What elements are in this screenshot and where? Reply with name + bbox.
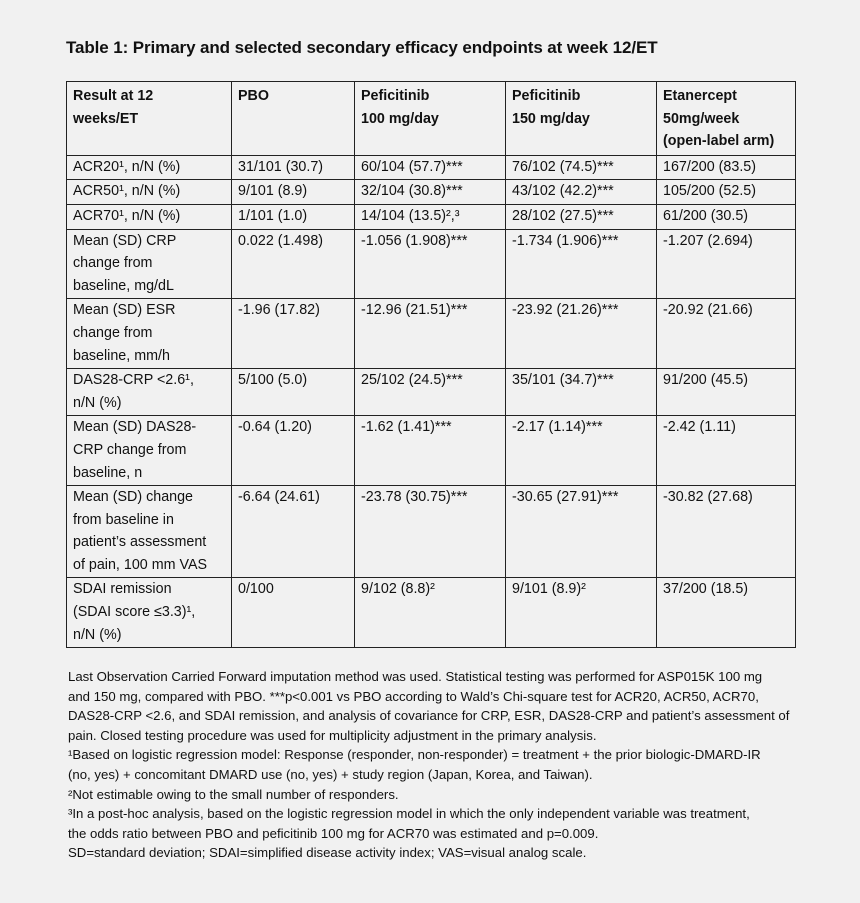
- footnote-line: and 150 mg, compared with PBO. ***p<0.001 vs PBO according to Wald’s Chi-square test for ACR20, ACR50, ACR70,: [68, 688, 759, 704]
- cell-etanercept: 105/200 (52.5): [657, 180, 796, 205]
- table-row: [67, 180, 796, 205]
- table-row: [67, 578, 796, 648]
- header-pbo: PBO: [232, 82, 355, 156]
- row-label: DAS28-CRP <2.6¹, n/N (%): [67, 369, 232, 416]
- table-row: [67, 416, 796, 486]
- footnote-line: the odds ratio between PBO and peficitinib 100 mg for ACR70 was estimated and p=0.009.: [68, 825, 599, 841]
- cell-peficitinib-100: 32/104 (30.8)***: [355, 180, 506, 205]
- header-result: Result at 12 weeks/ET: [67, 82, 232, 156]
- row-label: Mean (SD) change from baseline in patient’s assessment of pain, 100 mm VAS: [67, 486, 232, 578]
- cell-peficitinib-150: 76/102 (74.5)***: [506, 155, 657, 180]
- row-label: Mean (SD) CRP change from baseline, mg/dL: [67, 229, 232, 299]
- cell-peficitinib-150: -1.734 (1.906)***: [506, 229, 657, 299]
- cell-peficitinib-150: -30.65 (27.91)***: [506, 486, 657, 578]
- footnote-line: SD=standard deviation; SDAI=simplified disease activity index; VAS=visual analog scale.: [68, 845, 587, 861]
- table-row: [67, 155, 796, 180]
- footnote-line: ²Not estimable owing to the small number of responders.: [68, 786, 399, 802]
- table-row: [67, 204, 796, 229]
- cell-etanercept: -2.42 (1.11): [657, 416, 796, 486]
- cell-etanercept: 91/200 (45.5): [657, 369, 796, 416]
- cell-pbo: 9/101 (8.9): [232, 180, 355, 205]
- cell-pbo: 31/101 (30.7): [232, 155, 355, 180]
- footnote-line: ³In a post-hoc analysis, based on the logistic regression model in which the only independent variable was treatment,: [68, 806, 750, 822]
- row-label: ACR50¹, n/N (%): [67, 180, 232, 205]
- cell-peficitinib-100: 14/104 (13.5)²,³: [355, 204, 506, 229]
- footnotes: [68, 667, 808, 863]
- row-label: Mean (SD) DAS28- CRP change from baseline, n: [67, 416, 232, 486]
- footnote-line: Last Observation Carried Forward imputation method was used. Statistical testing was performed for ASP015K 100 mg: [68, 669, 763, 684]
- cell-pbo: -1.96 (17.82): [232, 299, 355, 369]
- cell-pbo: 0.022 (1.498): [232, 229, 355, 299]
- table-header-row: [67, 82, 796, 156]
- row-label: SDAI remission (SDAI score ≤3.3)¹, n/N (%): [67, 578, 232, 648]
- footnote-line: ¹Based on logistic regression model: Response (responder, non-responder) = treatment + the prior biologic-DMARD-IR: [68, 747, 761, 763]
- cell-etanercept: -20.92 (21.66): [657, 299, 796, 369]
- table-row: [67, 229, 796, 299]
- table-row: [67, 369, 796, 416]
- cell-peficitinib-150: 9/101 (8.9)²: [506, 578, 657, 648]
- cell-peficitinib-150: 43/102 (42.2)***: [506, 180, 657, 205]
- header-etanercept: Etanercept 50mg/week (open-label arm): [657, 82, 796, 156]
- cell-etanercept: 167/200 (83.5): [657, 155, 796, 180]
- cell-peficitinib-150: -2.17 (1.14)***: [506, 416, 657, 486]
- cell-pbo: 0/100: [232, 578, 355, 648]
- table-row: [67, 486, 796, 578]
- footnote-line: pain. Closed testing procedure was used for multiplicity adjustment in the primary analysis.: [68, 727, 597, 743]
- header-peficitinib-100: Peficitinib 100 mg/day: [355, 82, 506, 156]
- cell-peficitinib-150: -23.92 (21.26)***: [506, 299, 657, 369]
- footnote-line: DAS28-CRP <2.6, and SDAI remission, and analysis of covariance for CRP, ESR, DAS28-CRP and patient’s assessment of: [68, 708, 790, 724]
- cell-peficitinib-150: 35/101 (34.7)***: [506, 369, 657, 416]
- cell-peficitinib-100: -23.78 (30.75)***: [355, 486, 506, 578]
- cell-etanercept: 61/200 (30.5): [657, 204, 796, 229]
- cell-peficitinib-100: 9/102 (8.8)²: [355, 578, 506, 648]
- cell-pbo: 5/100 (5.0): [232, 369, 355, 416]
- row-label: Mean (SD) ESR change from baseline, mm/h: [67, 299, 232, 369]
- efficacy-table: [66, 81, 796, 648]
- row-label: ACR20¹, n/N (%): [67, 155, 232, 180]
- table-row: [67, 299, 796, 369]
- footnote-line: (no, yes) + concomitant DMARD use (no, yes) + study region (Japan, Korea, and Taiwan).: [68, 766, 593, 782]
- cell-pbo: 1/101 (1.0): [232, 204, 355, 229]
- cell-pbo: -0.64 (1.20): [232, 416, 355, 486]
- cell-etanercept: 37/200 (18.5): [657, 578, 796, 648]
- header-peficitinib-150: Peficitinib 150 mg/day: [506, 82, 657, 156]
- cell-peficitinib-100: -1.056 (1.908)***: [355, 229, 506, 299]
- cell-peficitinib-100: -1.62 (1.41)***: [355, 416, 506, 486]
- cell-peficitinib-100: -12.96 (21.51)***: [355, 299, 506, 369]
- row-label: ACR70¹, n/N (%): [67, 204, 232, 229]
- cell-peficitinib-100: 60/104 (57.7)***: [355, 155, 506, 180]
- cell-pbo: -6.64 (24.61): [232, 486, 355, 578]
- cell-etanercept: -30.82 (27.68): [657, 486, 796, 578]
- cell-peficitinib-100: 25/102 (24.5)***: [355, 369, 506, 416]
- table-title: Table 1: Primary and selected secondary efficacy endpoints at week 12/ET: [66, 38, 658, 57]
- cell-etanercept: -1.207 (2.694): [657, 229, 796, 299]
- cell-peficitinib-150: 28/102 (27.5)***: [506, 204, 657, 229]
